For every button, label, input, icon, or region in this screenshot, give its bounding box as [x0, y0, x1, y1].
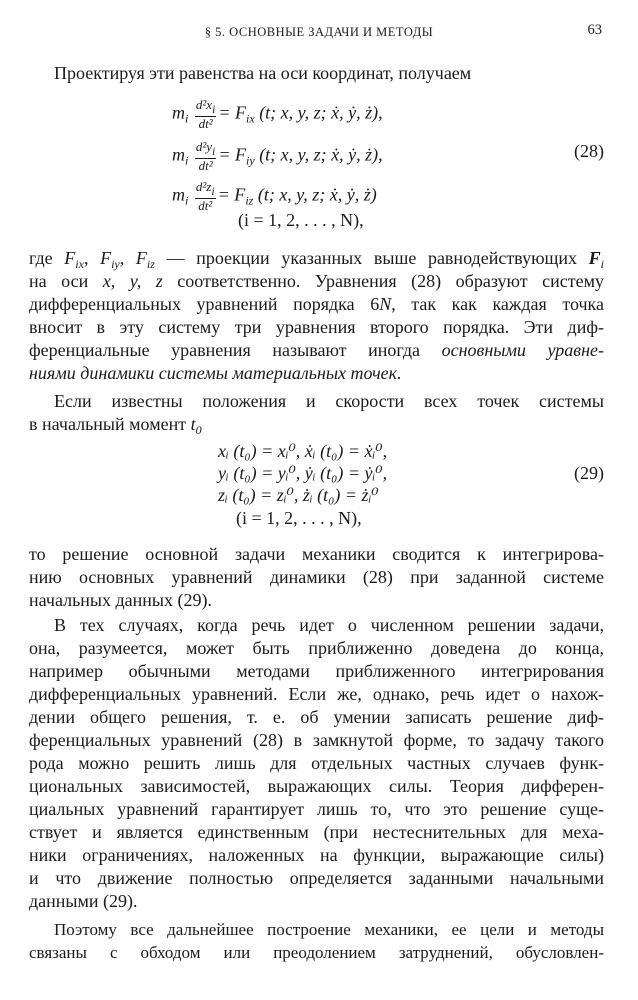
running-title: § 5. ОСНОВНЫЕ ЗАДАЧИ И МЕТОДЫ	[204, 25, 434, 39]
paragraph-3-line-3: начальных данных (29).	[29, 590, 213, 610]
paragraph-4-line-6: ференциальных уравнений (28) в замкнутой форме, то задачу такого	[29, 730, 604, 750]
paragraph-4-line-13: данными (29).	[29, 891, 138, 911]
paragraph-1-line-2: на оси x, y, z соответственно. Уравнения (28) образуют систему	[29, 271, 604, 291]
equation-28-x: $m_i$ $\frac{\text{d²xi}}{\text{dt²}}$ = $F_{ix}$ (t; x, y, z; ẋ, ẏ, ż),	[172, 97, 383, 131]
paragraph-4-line-10: ствует и является единственным (при нестеснительных для меха-	[29, 822, 604, 842]
equation-number-28: (28)	[574, 141, 604, 161]
equation-28-z: $m_i$ $\frac{\text{d²zi}}{\text{dt²}}$ = $F_{iz}$ (t; x, y, z; ẋ, ẏ, ż)	[172, 179, 377, 213]
paragraph-1-line-1: где $F_{ix}$, $F_{iy}$, $F_{iz}$ — проекции указанных выше равнодействующих $F_i$	[29, 248, 605, 271]
paragraph-1-line-5: ференциальные уравнения называют иногда основными уравне-	[29, 340, 604, 360]
paragraph-3-line-2: нию основных уравнений динамики (28) при заданной системе	[29, 567, 604, 587]
paragraph-3-line-1: то решение основной задачи механики сводится к интегрирова-	[29, 544, 604, 564]
paragraph-4-line-3: например обычными методами приближенного интегрирования	[29, 661, 604, 681]
paragraph-5-line-1: Поэтому все дальнейшее построение механики, ее цели и методы	[54, 920, 604, 939]
paragraph-4-line-5: дении общего решения, т. е. об умении записать решение диф-	[29, 707, 604, 727]
paragraph-4-line-8: циональных зависимостей, выражающих силы. Теория дифферен-	[29, 776, 604, 796]
equation-29-x: xᵢ (t₀) = xᵢ⁰, ẋᵢ (t₀) = ẋᵢ⁰,	[218, 441, 388, 461]
equation-number-29: (29)	[574, 463, 604, 483]
equation-28-y: $m_i$ $\frac{\text{d²yi}}{\text{dt²}}$ = $F_{iy}$ (t; x, y, z; ẋ, ẏ, ż),	[172, 139, 383, 173]
paragraph-1-line-4: вносит в эту систему три уравнения второго порядка. Эти диф-	[29, 317, 604, 337]
paragraph-4-line-9: циальных уравнений гарантирует лишь то, что это решение суще-	[29, 799, 604, 819]
equation-28-range: (i = 1, 2, . . . , N),	[238, 210, 364, 230]
paragraph-2-line-1: Если известны положения и скорости всех точек системы	[54, 391, 604, 411]
paragraph-1-line-3: дифференциальных уравнений порядка 6N, так как каждая точка	[29, 294, 605, 314]
paragraph-4-line-1: В тех случаях, когда речь идет о численном решении задачи,	[54, 615, 604, 635]
paragraph-1-line-6: ниями динамики системы материальных точек.	[29, 363, 402, 383]
paragraph-4-line-11: ники ограничениях, наложенных на функции, выражающие силы)	[29, 845, 604, 865]
page-number: 63	[587, 22, 602, 38]
paragraph-4-line-12: и что движение полностью определяется заданными начальными	[29, 868, 604, 888]
equation-29-range: (i = 1, 2, . . . , N),	[236, 508, 362, 528]
intro-line: Проектируя эти равенства на оси координат, получаем	[54, 63, 472, 83]
paragraph-4-line-4: дифференциальных уравнений. Если же, однако, речь идет о нахож-	[29, 684, 604, 704]
equation-29-y: yᵢ (t₀) = yᵢ⁰, ẏᵢ (t₀) = ẏᵢ⁰,	[218, 463, 388, 483]
paragraph-4-line-7: рода можно решить лишь для отдельных частных случаев функ-	[29, 753, 604, 773]
paragraph-4-line-2: она, разумеется, может быть приближенно доведена до конца,	[29, 638, 604, 658]
equation-29-z: zᵢ (t₀) = zᵢ⁰, żᵢ (t₀) = żᵢ⁰	[218, 485, 379, 505]
paragraph-5-line-2: связаны с обходом или преодолением затруднений, обусловлен-	[29, 943, 604, 962]
paragraph-2-line-2: в начальный момент $t_0$	[29, 414, 202, 437]
